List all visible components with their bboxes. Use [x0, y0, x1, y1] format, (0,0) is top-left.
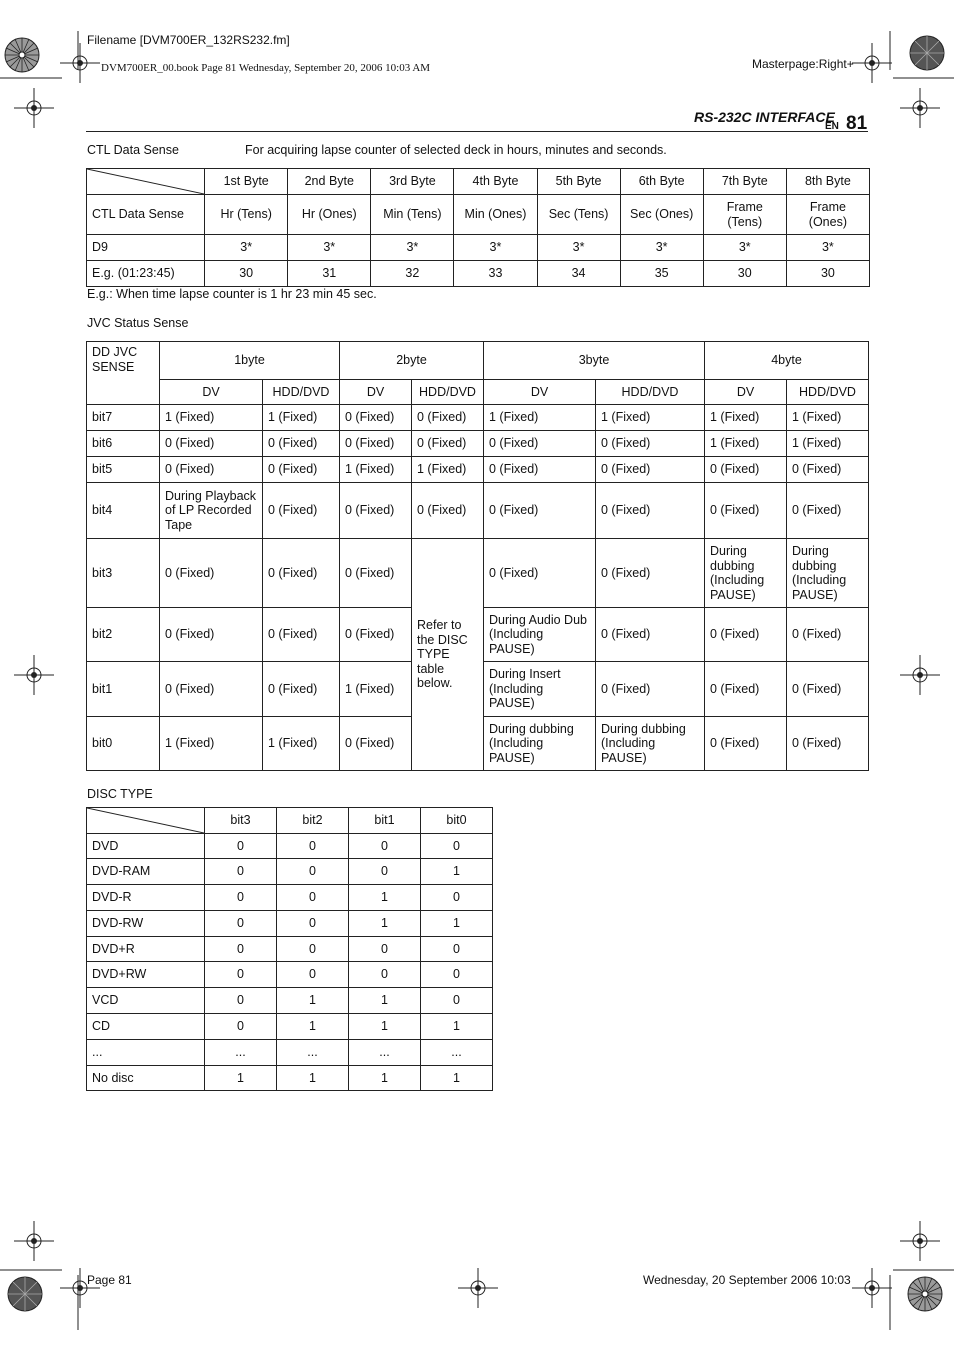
table-cell: 1 (Fixed)	[160, 405, 263, 431]
ctl-header-row	[87, 169, 870, 195]
table-cell: 0	[349, 859, 421, 885]
column-header: 1st Byte	[205, 169, 288, 195]
table-cell: 0 (Fixed)	[263, 457, 340, 483]
table-cell: 1	[277, 1066, 349, 1091]
table-cell: 0 (Fixed)	[160, 431, 263, 457]
table-cell: 3*	[703, 235, 786, 261]
table-cell: 3*	[620, 235, 703, 261]
table-cell: 0 (Fixed)	[705, 717, 787, 771]
table-cell: 0 (Fixed)	[340, 405, 412, 431]
table-cell: 0 (Fixed)	[340, 539, 412, 608]
table-cell: 0	[205, 911, 277, 937]
table-row	[87, 988, 493, 1014]
table-cell: 1	[421, 1066, 493, 1091]
table-cell: 0 (Fixed)	[263, 431, 340, 457]
table-cell: 1 (Fixed)	[412, 457, 484, 483]
table-cell: 1	[277, 1014, 349, 1040]
table-row	[87, 1066, 493, 1091]
row-header: ...	[87, 1040, 205, 1066]
row-header: bit7	[87, 405, 160, 431]
table-row	[87, 539, 869, 608]
column-header: bit1	[349, 808, 421, 834]
table-cell: 3*	[205, 235, 288, 261]
table-cell: 0	[205, 937, 277, 962]
table-row	[87, 195, 870, 235]
table-cell: 0	[277, 937, 349, 962]
table-cell: 0	[205, 988, 277, 1014]
row-header: CD	[87, 1014, 205, 1040]
row-header: DVD+R	[87, 937, 205, 962]
disc-type-reference-cell: Refer to the DISC TYPE table below.	[412, 539, 484, 771]
diagonal-corner-cell	[87, 808, 205, 834]
sub-header: DV	[484, 380, 596, 405]
table-cell: 0 (Fixed)	[263, 662, 340, 717]
table-cell: 0 (Fixed)	[705, 483, 787, 539]
table-cell: During Playback of LP Recorded Tape	[160, 483, 263, 539]
table-cell: 0	[277, 885, 349, 911]
table-cell: 0 (Fixed)	[484, 539, 596, 608]
table-cell: 0	[349, 962, 421, 988]
row-header: DVD-R	[87, 885, 205, 911]
row-header: DVD-RAM	[87, 859, 205, 885]
table-cell: 0 (Fixed)	[787, 662, 869, 717]
disc-header-row	[87, 808, 493, 834]
registration-mark-icon	[900, 88, 940, 128]
table-cell: 0 (Fixed)	[787, 457, 869, 483]
registration-mark-icon	[14, 88, 54, 128]
row-header: bit4	[87, 483, 160, 539]
table-cell: 0 (Fixed)	[263, 608, 340, 662]
table-cell: 0 (Fixed)	[596, 608, 705, 662]
table-cell: 3*	[371, 235, 454, 261]
table-cell: 0	[421, 834, 493, 859]
table-cell: 0 (Fixed)	[705, 662, 787, 717]
table-cell: 1 (Fixed)	[705, 431, 787, 457]
table-cell: 0	[205, 962, 277, 988]
byte-group-header: 2byte	[340, 342, 484, 380]
table-row	[87, 962, 493, 988]
table-cell: 0	[205, 834, 277, 859]
table-cell: During dubbing (Including PAUSE)	[705, 539, 787, 608]
table-cell: 0	[205, 885, 277, 911]
column-header: 3rd Byte	[371, 169, 454, 195]
table-cell: 0 (Fixed)	[263, 539, 340, 608]
column-header: 2nd Byte	[288, 169, 371, 195]
table-cell: 0	[421, 988, 493, 1014]
table-cell: 1	[349, 1014, 421, 1040]
diagonal-line	[87, 169, 204, 194]
starburst-target-icon	[907, 33, 947, 73]
table-cell: 33	[454, 261, 537, 287]
table-cell: 30	[786, 261, 869, 287]
table-cell: 0 (Fixed)	[160, 539, 263, 608]
table-row	[87, 1014, 493, 1040]
jvc-status-table	[86, 341, 869, 771]
table-cell: 0	[421, 962, 493, 988]
table-cell: 0 (Fixed)	[705, 457, 787, 483]
column-header: 4th Byte	[454, 169, 537, 195]
table-cell: 0 (Fixed)	[263, 483, 340, 539]
registration-mark-icon	[900, 1221, 940, 1261]
table-cell: 0 (Fixed)	[340, 717, 412, 771]
row-header: No disc	[87, 1066, 205, 1091]
table-cell: 1 (Fixed)	[596, 405, 705, 431]
table-cell: 3*	[786, 235, 869, 261]
table-cell: During dubbing (Including PAUSE)	[484, 717, 596, 771]
table-cell: 1	[349, 885, 421, 911]
table-cell: 0 (Fixed)	[412, 405, 484, 431]
table-cell: 0 (Fixed)	[596, 457, 705, 483]
table-cell: ...	[205, 1040, 277, 1066]
table-row	[87, 834, 493, 859]
table-cell: 3*	[288, 235, 371, 261]
row-header: bit1	[87, 662, 160, 717]
table-cell: 0 (Fixed)	[412, 483, 484, 539]
table-cell: 0	[277, 911, 349, 937]
table-cell: 0 (Fixed)	[340, 608, 412, 662]
row-header: bit0	[87, 717, 160, 771]
row-header: bit2	[87, 608, 160, 662]
print-masterpage: Masterpage:Right+	[752, 57, 854, 71]
column-header: 8th Byte	[786, 169, 869, 195]
table-row	[87, 911, 493, 937]
table-row	[87, 261, 870, 287]
starburst-target-icon	[905, 1274, 945, 1314]
table-cell: 0 (Fixed)	[596, 431, 705, 457]
registration-mark-icon	[14, 1221, 54, 1261]
table-cell: 3*	[537, 235, 620, 261]
table-cell: 1 (Fixed)	[263, 717, 340, 771]
section-title: RS-232C INTERFACE	[694, 109, 835, 125]
print-book-line: DVM700ER_00.book Page 81 Wednesday, September 20, 2006 10:03 AM	[101, 62, 431, 74]
table-cell: 1 (Fixed)	[705, 405, 787, 431]
table-cell: 0 (Fixed)	[484, 483, 596, 539]
table-cell: 0	[421, 937, 493, 962]
table-cell: 3*	[454, 235, 537, 261]
table-cell: Sec (Ones)	[620, 195, 703, 235]
row-header: D9	[87, 235, 205, 261]
table-cell: 1	[421, 1014, 493, 1040]
row-header: bit6	[87, 431, 160, 457]
row-header: bit5	[87, 457, 160, 483]
disc-type-label: DISC TYPE	[87, 787, 153, 801]
table-row	[87, 235, 870, 261]
column-header: bit2	[277, 808, 349, 834]
registration-mark-icon	[852, 43, 892, 83]
table-cell: 0 (Fixed)	[596, 662, 705, 717]
table-cell: 0 (Fixed)	[160, 457, 263, 483]
table-cell: 1	[421, 859, 493, 885]
table-cell: 32	[371, 261, 454, 287]
sub-header: HDD/DVD	[412, 380, 484, 405]
table-cell: 0	[277, 962, 349, 988]
table-row	[87, 937, 493, 962]
sub-header: DV	[705, 380, 787, 405]
table-cell: 0 (Fixed)	[412, 431, 484, 457]
sub-header: DV	[340, 380, 412, 405]
row-header: VCD	[87, 988, 205, 1014]
table-row	[87, 1040, 493, 1066]
table-row	[87, 859, 493, 885]
table-cell: 0 (Fixed)	[484, 457, 596, 483]
table-cell: 1 (Fixed)	[263, 405, 340, 431]
table-row	[87, 405, 869, 431]
registration-mark-icon	[852, 1268, 892, 1308]
group-header-row	[87, 342, 869, 380]
column-header: 7th Byte	[703, 169, 786, 195]
table-cell: 0 (Fixed)	[787, 483, 869, 539]
table-cell: 30	[205, 261, 288, 287]
disc-type-table	[86, 807, 493, 1091]
column-header: bit3	[205, 808, 277, 834]
table-cell: 0 (Fixed)	[787, 608, 869, 662]
print-filename: Filename [DVM700ER_132RS232.fm]	[87, 33, 290, 47]
table-cell: Min (Tens)	[371, 195, 454, 235]
byte-group-header: 4byte	[705, 342, 869, 380]
sub-header: HDD/DVD	[596, 380, 705, 405]
page-number: 81	[846, 113, 868, 134]
row-header: DVD+RW	[87, 962, 205, 988]
table-cell: 0 (Fixed)	[160, 662, 263, 717]
table-cell: Frame (Tens)	[703, 195, 786, 235]
table-cell: 1	[205, 1066, 277, 1091]
table-row	[87, 483, 869, 539]
table-cell: During Insert (Including PAUSE)	[484, 662, 596, 717]
table-cell: 0	[277, 834, 349, 859]
column-header: bit0	[421, 808, 493, 834]
table-cell: Hr (Tens)	[205, 195, 288, 235]
ctl-label: CTL Data Sense	[87, 143, 179, 157]
header-rule	[86, 131, 868, 132]
table-cell: 1	[349, 1066, 421, 1091]
row-header: CTL Data Sense	[87, 195, 205, 235]
table-cell: 0 (Fixed)	[787, 717, 869, 771]
column-header: 6th Byte	[620, 169, 703, 195]
table-cell: 35	[620, 261, 703, 287]
table-cell: 1	[349, 911, 421, 937]
table-row	[87, 885, 493, 911]
table-cell: 1 (Fixed)	[340, 662, 412, 717]
table-cell: 1 (Fixed)	[340, 457, 412, 483]
sub-header: HDD/DVD	[787, 380, 869, 405]
row-header: E.g. (01:23:45)	[87, 261, 205, 287]
table-cell: Min (Ones)	[454, 195, 537, 235]
diagonal-corner-cell	[87, 169, 205, 195]
table-row	[87, 457, 869, 483]
starburst-target-icon	[2, 35, 42, 75]
table-cell: 0 (Fixed)	[484, 431, 596, 457]
column-header: 5th Byte	[537, 169, 620, 195]
registration-mark-icon	[60, 43, 100, 83]
table-cell: Hr (Ones)	[288, 195, 371, 235]
ctl-example-note: E.g.: When time lapse counter is 1 hr 23 min 45 sec.	[87, 287, 377, 301]
registration-mark-icon	[458, 1268, 498, 1308]
table-cell: 0	[349, 937, 421, 962]
table-cell: 1	[421, 911, 493, 937]
table-cell: 0	[277, 859, 349, 885]
table-cell: ...	[349, 1040, 421, 1066]
table-cell: 1 (Fixed)	[787, 405, 869, 431]
table-cell: 0 (Fixed)	[705, 608, 787, 662]
table-cell: ...	[277, 1040, 349, 1066]
table-cell: 31	[288, 261, 371, 287]
byte-group-header: 1byte	[160, 342, 340, 380]
table-cell: 0	[205, 859, 277, 885]
table-cell: 1	[277, 988, 349, 1014]
jvc-label: JVC Status Sense	[87, 316, 189, 330]
corner-header: DD JVC SENSE	[87, 342, 160, 405]
table-cell: 0 (Fixed)	[340, 431, 412, 457]
table-cell: 0 (Fixed)	[596, 539, 705, 608]
table-cell: 0 (Fixed)	[596, 483, 705, 539]
language-tag: EN	[825, 121, 839, 132]
table-row	[87, 431, 869, 457]
table-cell: 1 (Fixed)	[160, 717, 263, 771]
table-cell: 0	[421, 885, 493, 911]
table-cell: ...	[421, 1040, 493, 1066]
diagonal-line	[87, 808, 204, 833]
registration-mark-icon	[900, 655, 940, 695]
sub-header: HDD/DVD	[263, 380, 340, 405]
table-cell: During dubbing (Including PAUSE)	[787, 539, 869, 608]
table-cell: 1 (Fixed)	[484, 405, 596, 431]
row-header: DVD	[87, 834, 205, 859]
table-cell: 0	[349, 834, 421, 859]
table-cell: 0 (Fixed)	[340, 483, 412, 539]
table-cell: Frame (Ones)	[786, 195, 869, 235]
ctl-table	[86, 168, 870, 287]
row-header: bit3	[87, 539, 160, 608]
byte-group-header: 3byte	[484, 342, 705, 380]
ctl-description: For acquiring lapse counter of selected deck in hours, minutes and seconds.	[245, 143, 667, 157]
table-cell: During Audio Dub (Including PAUSE)	[484, 608, 596, 662]
row-header: DVD-RW	[87, 911, 205, 937]
sub-header-row	[87, 380, 869, 405]
table-cell: During dubbing (Including PAUSE)	[596, 717, 705, 771]
table-cell: 34	[537, 261, 620, 287]
table-cell: 1	[349, 988, 421, 1014]
table-cell: 1 (Fixed)	[787, 431, 869, 457]
starburst-target-icon	[5, 1274, 45, 1314]
table-cell: 0	[205, 1014, 277, 1040]
sub-header: DV	[160, 380, 263, 405]
print-footer-page: Page 81	[87, 1273, 132, 1287]
table-cell: Sec (Tens)	[537, 195, 620, 235]
print-footer-date: Wednesday, 20 September 2006 10:03	[643, 1273, 851, 1287]
table-cell: 30	[703, 261, 786, 287]
table-cell: 0 (Fixed)	[160, 608, 263, 662]
registration-mark-icon	[60, 1268, 100, 1308]
registration-mark-icon	[14, 655, 54, 695]
